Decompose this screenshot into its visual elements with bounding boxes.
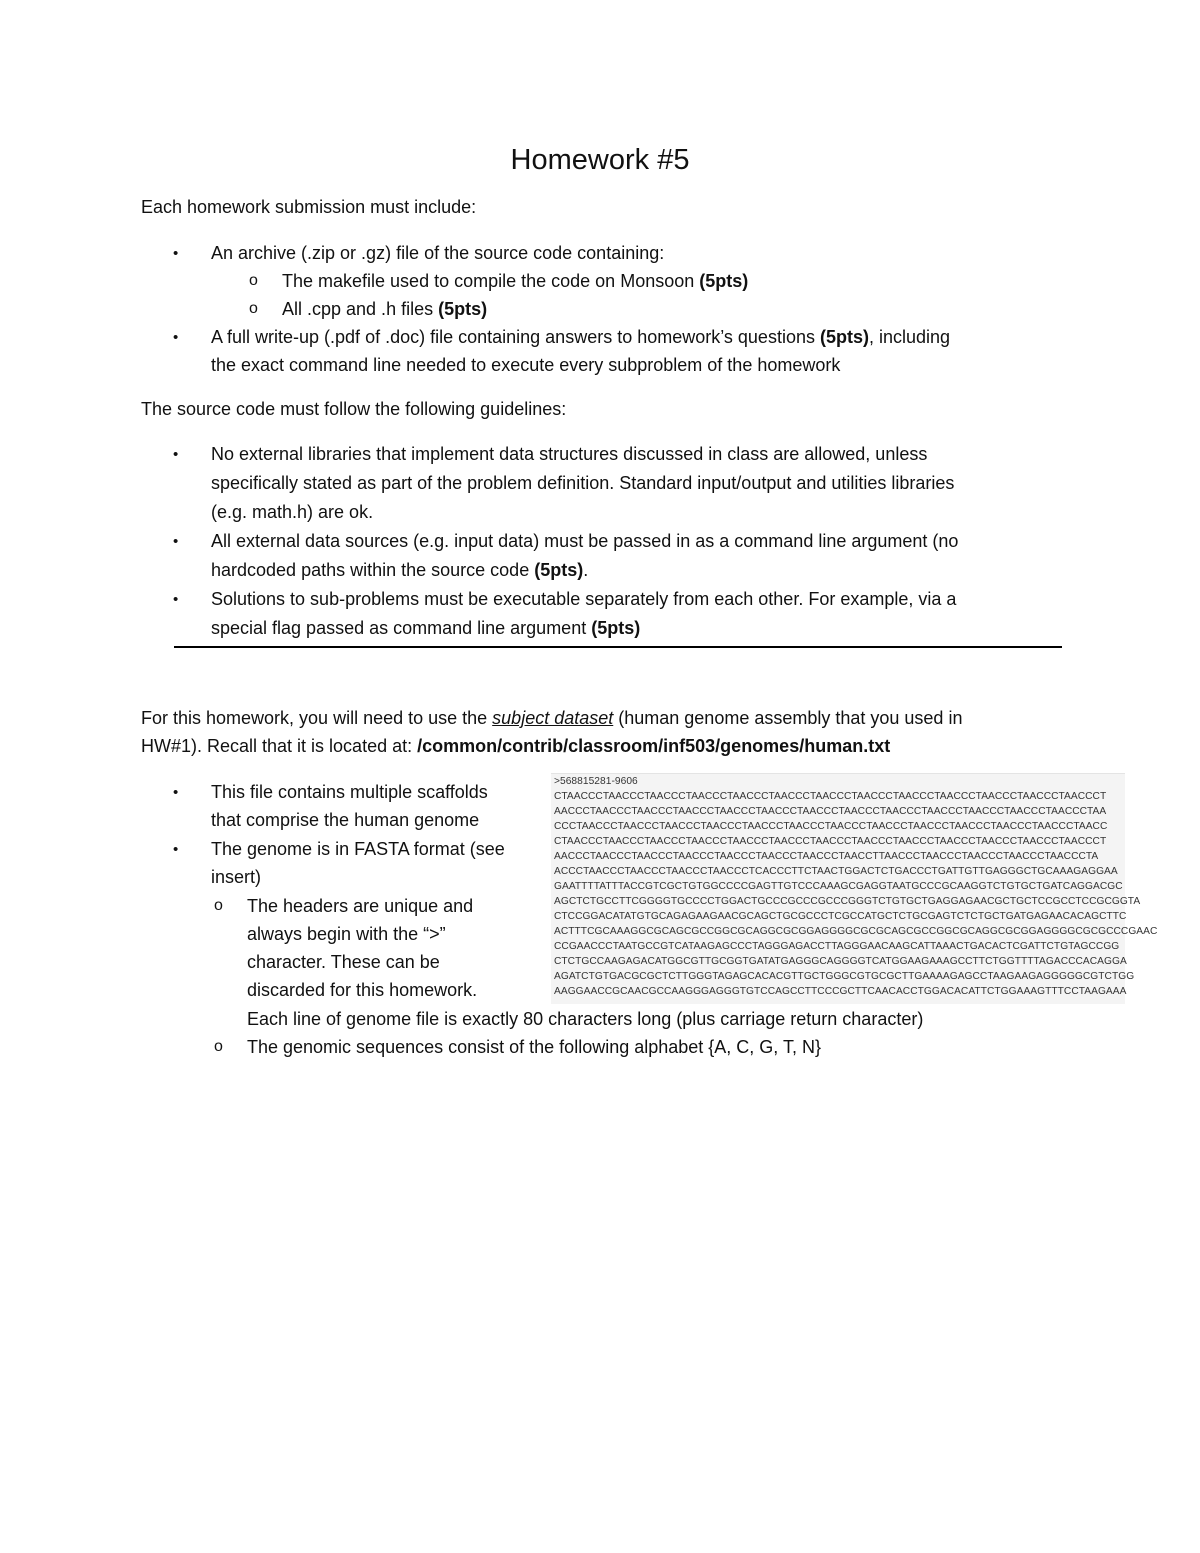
note-1-line2: that comprise the human genome [211, 810, 480, 830]
bullet-marker: • [173, 841, 179, 858]
dataset-line2: HW#1). Recall that it is located at: /common/contrib/classroom/inf503/genomes/human.txt [141, 736, 891, 756]
guideline-1-line2: specifically stated as part of the problem definition. Standard input/output and utilities libraries [211, 473, 955, 493]
bullet-marker: • [173, 784, 179, 801]
fasta-sequence-line: AAGGAACCGCAACGCCAAGGGAGGGTGTCCAGCCTTCCCGCTTCAACACCTGGACACATTCTGGAAAGTTTCCTAAGAAA [554, 986, 1127, 997]
intro-text: Each homework submission must include: [141, 197, 477, 217]
note-1-line1: This file contains multiple scaffolds [211, 782, 488, 802]
bullet-marker: • [173, 533, 179, 550]
guideline-3-line1: Solutions to sub-problems must be executable separately from each other. For example, via a [211, 589, 957, 609]
fasta-sequence-line: GAATTTTATTTACCGTCGCTGTGGCCCCGAGTTGTCCCAAAGCGAGGTAATGCCCGCAAGGTCTGTGCTGATCAGGACGC [554, 881, 1123, 892]
note-sub2: The genomic sequences consist of the following alphabet {A, C, G, T, N} [247, 1037, 821, 1057]
fasta-sequence-line: CCGAACCCTAATGCCGTCATAAGAGCCCTAGGGAGACCTTAGGGAACAAGCATTAAACTGACACTCGATTCTGTAGCCGG [554, 941, 1120, 952]
dataset-line1: For this homework, you will need to use the subject dataset (human genome assembly that you used in [141, 708, 963, 728]
subject-dataset-link[interactable]: subject dataset [492, 708, 614, 728]
guideline-2-line2: hardcoded paths within the source code (5pts). [211, 560, 589, 580]
circle-marker: o [249, 300, 258, 317]
circle-marker: o [249, 272, 258, 289]
fasta-sequence-line: CTCCGGACATATGTGCAGAGAAGAACGCAGCTGCGCCCTCGCCATGCTCTGCGAGTCTCTGCTGATGAGAACACAGCTTC [554, 911, 1127, 922]
bullet-marker: • [173, 446, 179, 463]
guideline-1-line3: (e.g. math.h) are ok. [211, 502, 374, 522]
fasta-sequence-line: AACCCTAACCCTAACCCTAACCCTAACCCTAACCCTAACCCTAACCTTAACCCTAACCCTAACCCTAACCCTAACCCTA [554, 851, 1099, 862]
note-sub1-line4: discarded for this homework. [247, 980, 478, 1000]
submission-item-writeup-cont: the exact command line needed to execute every subproblem of the homework [211, 355, 841, 375]
guideline-3-line2: special flag passed as command line argument (5pts) [211, 618, 641, 638]
fasta-sequence-line: CTCTGCCAAGAGACATGGCGTTGCGGTGATATGAGGGCAGGGGTCATGGAAGAAAGCCTTCTGGTTTTAGACCCACAGGA [554, 956, 1127, 967]
fasta-insert [551, 773, 1158, 1004]
fasta-sequence-line: ACTTTCGCAAAGGCGCAGCGCCGGCGCAGGCGCGGAGGGGCGCGCAGCGCCGGCGCAGGCGCGGAGGGGCGCGCCCGAAC [554, 926, 1158, 937]
note-sub1-line3: character. These can be [247, 952, 440, 972]
note-2-line1: The genome is in FASTA format (see [211, 839, 505, 859]
submission-item-writeup: A full write-up (.pdf of .doc) file containing answers to homework’s questions (5pts), including [211, 327, 951, 347]
fasta-sequence-line: AGCTCTGCCTTCGGGGTGCCCCTGGACTGCCCGCCCGCCCGGGTCTGTGCTGAGGAGAACGCTGCTCCGCCTCCGCGGTA [554, 896, 1141, 907]
horizontal-divider [174, 646, 1062, 648]
fasta-sequence-line: AGATCTGTGACGCGCTCTTGGGTAGAGCACACGTTGCTGGGCGTGCGCTTGAAAAGAGCCTAAGAAGAGGGGGCGTCTGG [554, 971, 1135, 982]
bullet-marker: • [173, 591, 179, 608]
note-2-line2: insert) [211, 867, 262, 887]
note-sub1-line1: The headers are unique and [247, 896, 474, 916]
fasta-sequence-line: CTAACCCTAACCCTAACCCTAACCCTAACCCTAACCCTAACCCTAACCCTAACCCTAACCCTAACCCTAACCCTAACCCT [554, 836, 1107, 847]
dataset-path: /common/contrib/classroom/inf503/genomes/human.txt [417, 736, 891, 756]
note-sub1-line5: Each line of genome file is exactly 80 characters long (plus carriage return character) [247, 1009, 924, 1029]
circle-marker: o [214, 1038, 223, 1055]
page-title: Homework #5 [510, 144, 690, 176]
submission-item-archive: An archive (.zip or .gz) file of the source code containing: [211, 243, 665, 263]
submission-subitem-makefile: The makefile used to compile the code on Monsoon (5pts) [282, 271, 749, 291]
guidelines-intro: The source code must follow the following guidelines: [141, 399, 567, 419]
guideline-2-line1: All external data sources (e.g. input data) must be passed in as a command line argument (no [211, 531, 959, 551]
fasta-sequence-line: AACCCTAACCCTAACCCTAACCCTAACCCTAACCCTAACCCTAACCCTAACCCTAACCCTAACCCTAACCCTAACCCTAA [554, 806, 1107, 817]
fasta-sequence-line: ACCCTAACCCTAACCCTAACCCTAACCCTCACCCTTCTAACTGGACTCTGACCCTGATTGTTGAGGGCTGCAAAGAGGAA [554, 866, 1118, 877]
fasta-sequence-line: CTAACCCTAACCCTAACCCTAACCCTAACCCTAACCCTAACCCTAACCCTAACCCTAACCCTAACCCTAACCCTAACCCT [554, 791, 1107, 802]
guideline-1-line1: No external libraries that implement data structures discussed in class are allowed, unless [211, 444, 928, 464]
submission-subitem-files: All .cpp and .h files (5pts) [282, 299, 488, 319]
note-sub1-line2: always begin with the “>” [247, 924, 446, 944]
circle-marker: o [214, 897, 223, 914]
bullet-marker: • [173, 245, 179, 262]
fasta-sequence-line: CCCTAACCCTAACCCTAACCCTAACCCTAACCCTAACCCTAACCCTAACCCTAACCCTAACCCTAACCCTAACCCTAACC [554, 821, 1108, 832]
bullet-marker: • [173, 329, 179, 346]
fasta-header-line: >568815281-9606 [554, 776, 638, 787]
